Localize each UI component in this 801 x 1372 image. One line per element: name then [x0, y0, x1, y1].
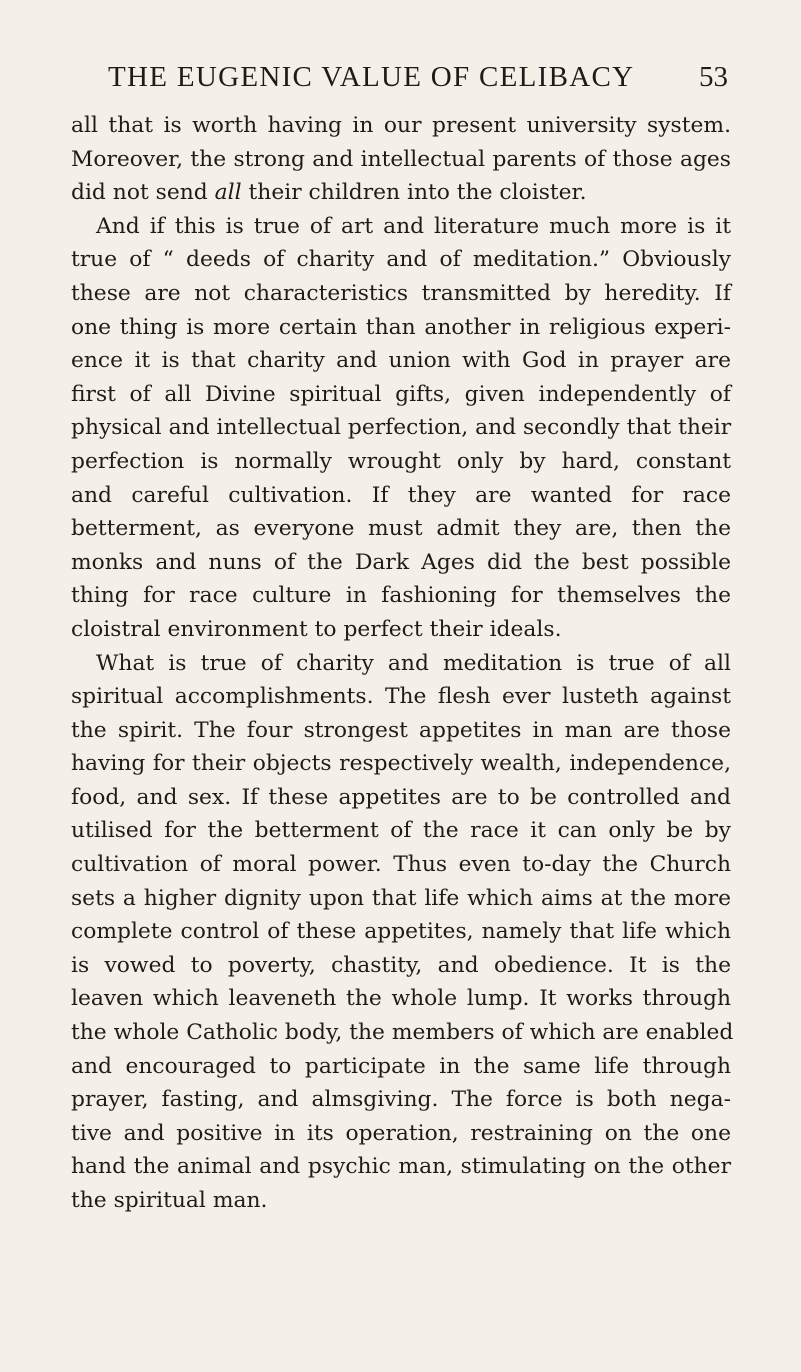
text-line: complete control of these appetites, namely that life which [71, 919, 731, 945]
text-line: prayer, fasting, and almsgiving. The force is both nega- [71, 1087, 731, 1113]
text-line: food, and sex. If these appetites are to be controlled and [71, 784, 731, 810]
text-line: true of “ deeds of charity and of meditation.” Obviously [71, 247, 731, 273]
paragraph-start-line: What is true of charity and meditation is true of all [96, 650, 731, 676]
text-line: Moreover, the strong and intellectual parents of those ages [71, 146, 731, 172]
text-line: sets a higher dignity upon that life which aims at the more [71, 885, 731, 911]
text-line: thing for race culture in fashioning for themselves the [71, 583, 731, 609]
text-segment: their children into the cloister. [241, 180, 587, 206]
text-line: the spirit. The four strongest appetites in man are those [71, 717, 731, 743]
text-line: tive and positive in its operation, restraining on the one [71, 1120, 731, 1146]
text-line: the spiritual man. [71, 1188, 268, 1213]
text-line: is vowed to poverty, chastity, and obedience. It is the [71, 952, 731, 978]
text-line: utilised for the betterment of the race it can only be by [71, 818, 731, 844]
text-line: the whole Catholic body, the members of which are enabled [71, 1020, 734, 1046]
text-line: betterment, as everyone must admit they are, then the [71, 516, 731, 542]
text-line: cultivation of moral power. Thus even to-day the Church [71, 852, 731, 878]
text-line: having for their objects respectively wealth, independence, [71, 751, 731, 777]
paragraph-start-line: And if this is true of art and literature much more is it [96, 213, 731, 239]
text-line: all that is worth having in our present university system. [71, 113, 731, 138]
emphasis-text: all [214, 180, 242, 206]
running-head: THE EUGENIC VALUE OF CELIBACY [108, 61, 635, 93]
text-line: physical and intellectual perfection, and secondly that their [71, 415, 732, 441]
text-line: and encouraged to participate in the same life through [71, 1053, 731, 1079]
text-line [71, 176, 731, 210]
text-line: cloistral environment to perfect their ideals. [71, 616, 562, 642]
text-line: these are not characteristics transmitted by heredity. If [71, 280, 731, 306]
text-line: first of all Divine spiritual gifts, given independently of [71, 381, 731, 407]
page-number: 53 [699, 61, 728, 93]
text-line: ence it is that charity and union with God in prayer are [71, 348, 731, 374]
text-line: and careful cultivation. If they are wanted for race [71, 482, 731, 508]
text-line: leaven which leaveneth the whole lump. It works through [71, 986, 731, 1012]
text-line: spiritual accomplishments. The flesh ever lusteth against [71, 684, 731, 710]
text-segment: did not send [71, 180, 215, 206]
body-text [71, 109, 734, 1218]
text-line: one thing is more certain than another in religious experi- [71, 314, 731, 340]
text-line: monks and nuns of the Dark Ages did the best possible [71, 549, 731, 575]
text-line: hand the animal and psychic man, stimulating on the other [71, 1154, 731, 1180]
text-line: perfection is normally wrought only by hard, constant [71, 448, 731, 474]
